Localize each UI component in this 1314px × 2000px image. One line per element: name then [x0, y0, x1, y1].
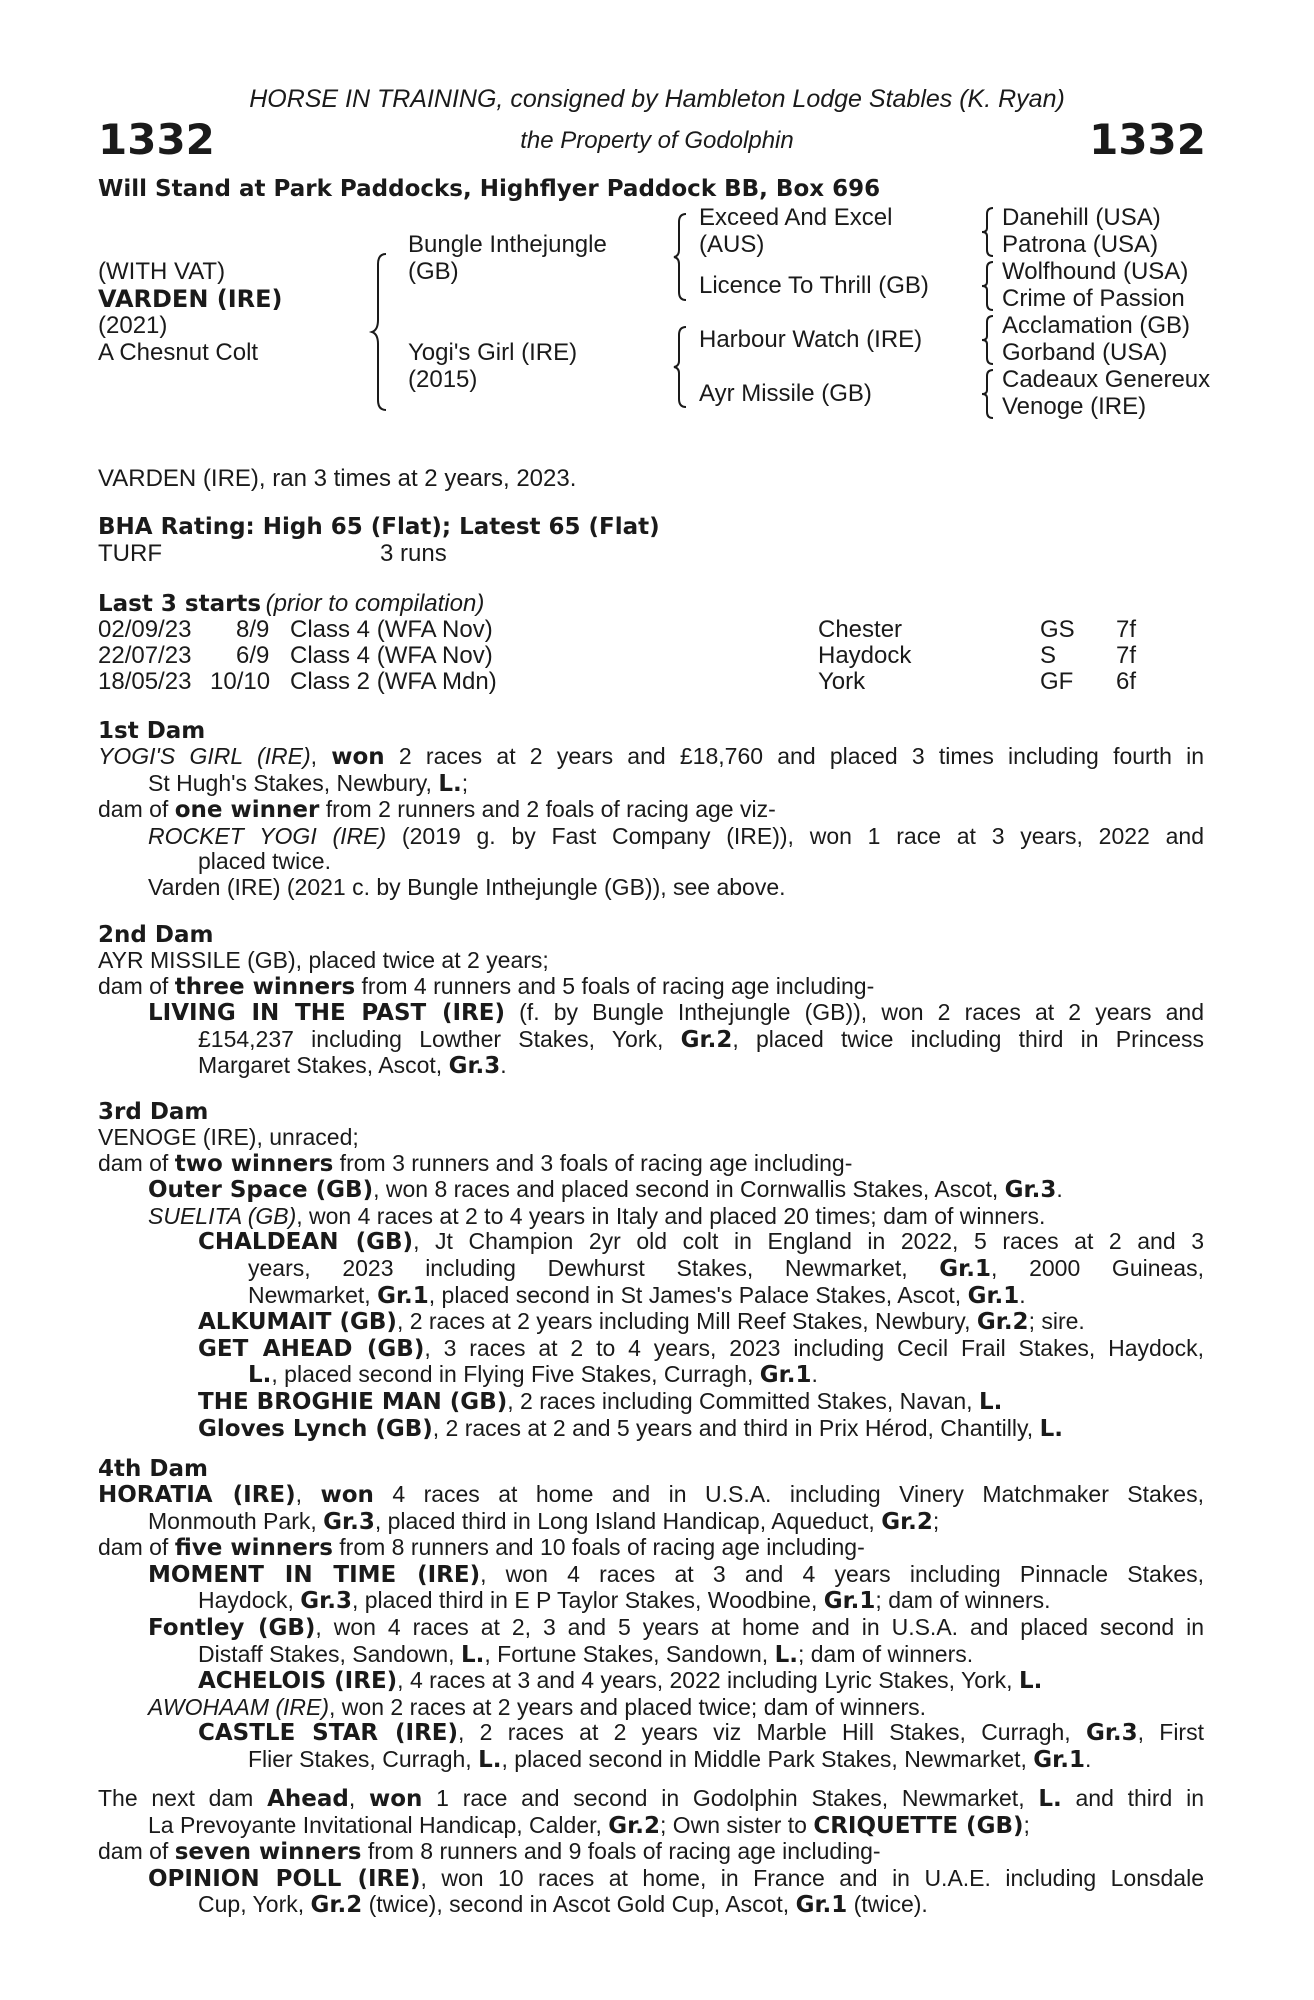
- text-run: , placed second in Middle Park Stakes, Newmarket,: [501, 1745, 1034, 1772]
- text-run: ,: [348, 1785, 369, 1811]
- text-line: [98, 1668, 1204, 1695]
- text-run: ; Own sister to: [659, 1811, 814, 1838]
- text-run: Flier Stakes, Curragh,: [248, 1745, 479, 1772]
- text-line: [98, 1283, 1204, 1310]
- text-line: [98, 1588, 1204, 1615]
- bold-text: Gr.2: [680, 1026, 733, 1053]
- next-dam-section: [98, 1786, 1204, 1919]
- bold-text: L.: [978, 1388, 1003, 1415]
- text-line: [98, 1204, 1204, 1230]
- third-dam-heading: 3rd Dam: [98, 1099, 209, 1125]
- text-run: dam of: [98, 972, 175, 999]
- text-line: [98, 1229, 1204, 1256]
- vat-note: (WITH VAT): [98, 258, 226, 285]
- start-race: Class 2 (WFA Mdn): [290, 668, 497, 695]
- g3-brace-3: [980, 314, 996, 366]
- bold-text: LIVING IN THE PAST (IRE): [148, 1000, 505, 1027]
- text-run: St Hugh's Stakes, Newbury,: [148, 769, 439, 796]
- start-distance: 7f: [1116, 642, 1137, 669]
- bold-text: THE BROGHIE MAN (GB): [198, 1388, 508, 1415]
- text-run: (twice).: [847, 1891, 928, 1918]
- text-run: , 4 races at 3 and 4 years, 2022 including Lyric Stakes, York,: [397, 1667, 1019, 1694]
- bold-text: CASTLE STAR (IRE): [198, 1720, 459, 1747]
- text-run: dam of: [98, 1534, 175, 1561]
- bold-text: three winners: [174, 973, 356, 1000]
- text-line: [98, 1053, 1204, 1080]
- second-dam-section: [98, 948, 1204, 1080]
- bold-text: L.: [1038, 1786, 1062, 1812]
- text-line: [98, 1695, 1204, 1721]
- bold-text: ACHELOIS (IRE): [198, 1668, 398, 1695]
- bold-text: L.: [1018, 1668, 1043, 1695]
- text-line: [98, 875, 1204, 901]
- text-line: [98, 1839, 1204, 1866]
- text-run: Margaret Stakes, Ascot,: [198, 1052, 449, 1079]
- text-run: from 8 runners and 10 foals of racing age including-: [332, 1534, 865, 1561]
- text-line: [98, 1892, 1204, 1919]
- text-run: Monmouth Park,: [148, 1507, 324, 1534]
- bold-text: Ahead: [267, 1786, 349, 1812]
- text-run: dam of: [98, 796, 175, 823]
- sire-origin: (GB): [408, 258, 459, 285]
- text-run: ; dam of winners.: [875, 1587, 1051, 1614]
- text-line: [98, 1535, 1204, 1562]
- bold-text: L.: [248, 1362, 272, 1389]
- last-starts-heading: Last 3 starts: [98, 591, 262, 617]
- g3-ancestor-6: Gorband (USA): [1002, 339, 1168, 366]
- lot-number-left: 1332: [98, 115, 215, 164]
- text-run: ; dam of winners.: [797, 1640, 974, 1667]
- race-summary: VARDEN (IRE), ran 3 times at 2 years, 2023.: [98, 465, 577, 492]
- text-run: , placed third in E P Taylor Stakes, Woodbine,: [351, 1587, 824, 1614]
- text-run: , won 4 races at 2, 3 and 5 years at home and in U.S.A. and placed second in: [315, 1613, 1204, 1640]
- text-run: Varden (IRE) (2021 c. by Bungle Inthejungle (GB)), see above.: [148, 873, 786, 900]
- fourth-dam-section: [98, 1482, 1204, 1774]
- g3-brace-1: [980, 206, 996, 258]
- g3-ancestor-1: Danehill (USA): [1002, 204, 1161, 231]
- rating-runs: 3 runs: [380, 540, 447, 567]
- bold-text: Fontley (GB): [148, 1614, 316, 1641]
- text-run: 1 race and second in Godolphin Stakes, Newmarket,: [422, 1785, 1039, 1811]
- text-line: [98, 1336, 1204, 1363]
- start-date: 02/09/23: [98, 616, 192, 643]
- text-run: , placed third in Long Island Handicap, Aqueduct,: [374, 1507, 882, 1534]
- bold-text: GET AHEAD (GB): [198, 1335, 425, 1362]
- bold-text: Gr.3: [1085, 1720, 1138, 1747]
- text-line: [98, 1125, 1204, 1151]
- text-run: .: [811, 1361, 818, 1388]
- sire-dam-name: Licence To Thrill (GB): [699, 272, 929, 299]
- text-line: [98, 948, 1204, 974]
- text-run: , won 4 races at 2 to 4 years in Italy and placed 20 times; dam of winners.: [296, 1202, 1046, 1229]
- second-dam-heading: 2nd Dam: [98, 922, 214, 948]
- start-race: Class 4 (WFA Nov): [290, 642, 493, 669]
- bha-rating: BHA Rating: High 65 (Flat); Latest 65 (Flat): [98, 514, 660, 540]
- text-run: from 3 runners and 3 foals of racing age including-: [333, 1149, 853, 1176]
- bold-text: Gr.2: [881, 1508, 933, 1535]
- text-run: (f. by Bungle Inthejungle (GB)), won 2 races at 2 years and: [505, 999, 1204, 1026]
- text-run: , placed second in St James's Palace Stakes, Ascot,: [428, 1281, 968, 1308]
- g3-ancestor-8: Venoge (IRE): [1002, 393, 1147, 420]
- text-run: , 2 races including Committed Stakes, Navan,: [507, 1387, 979, 1414]
- fourth-dam-heading: 4th Dam: [98, 1456, 208, 1482]
- start-course: Chester: [818, 616, 903, 643]
- bold-text: CHALDEAN (GB): [198, 1229, 414, 1256]
- text-line: [98, 1720, 1204, 1747]
- text-run: , won 8 races and placed second in Cornwallis Stakes, Ascot,: [373, 1176, 1005, 1203]
- text-run: from 4 runners and 5 foals of racing age including-: [355, 972, 875, 999]
- start-going: GS: [1040, 616, 1075, 643]
- bold-text: MOMENT IN TIME (IRE): [148, 1561, 481, 1588]
- bold-text: Gr.2: [608, 1812, 660, 1839]
- text-run: dam of: [98, 1838, 175, 1865]
- first-dam-heading: 1st Dam: [98, 718, 206, 744]
- sire-name: Bungle Inthejungle: [408, 231, 607, 258]
- text-line: [98, 1389, 1204, 1416]
- text-run: Haydock,: [198, 1587, 301, 1614]
- start-position: 8/9: [236, 616, 270, 643]
- bold-text: five winners: [174, 1535, 333, 1562]
- start-course: York: [818, 668, 866, 695]
- consignor-line: HORSE IN TRAINING, consigned by Hambleton Lodge Stables (K. Ryan): [249, 85, 1065, 113]
- g3-brace-4: [980, 368, 996, 420]
- sire-sire-name: Exceed And Excel: [699, 204, 893, 231]
- text-run: , won 10 races at home, in France and in U.A.E. including Lonsdale: [420, 1864, 1204, 1891]
- text-line: [98, 1509, 1204, 1536]
- text-run: .: [500, 1052, 507, 1079]
- text-line: [98, 1256, 1204, 1283]
- bold-text: Gr.1: [939, 1255, 991, 1282]
- italic-text: AWOHAAM (IRE): [148, 1693, 330, 1720]
- bold-text: L.: [774, 1641, 798, 1668]
- dam-year: (2015): [408, 366, 478, 393]
- main-brace: [370, 252, 392, 412]
- last-starts-header: [98, 591, 484, 617]
- text-run: ;: [461, 769, 469, 796]
- bold-text: Gr.2: [310, 1892, 363, 1919]
- text-run: La Prevoyante Invitational Handicap, Calder,: [148, 1811, 609, 1838]
- text-run: dam of: [98, 1149, 175, 1176]
- text-run: ; sire.: [1028, 1308, 1085, 1335]
- start-race: Class 4 (WFA Nov): [290, 616, 493, 643]
- bold-text: Gr.3: [448, 1053, 501, 1080]
- text-run: years, 2023 including Dewhurst Stakes, Newmarket,: [248, 1254, 940, 1281]
- text-line: [98, 1813, 1204, 1840]
- text-run: ,: [295, 1481, 321, 1507]
- third-dam-section: [98, 1125, 1204, 1442]
- text-line: [98, 1482, 1204, 1509]
- text-run: , First: [1137, 1719, 1204, 1746]
- text-run: The next dam: [98, 1785, 268, 1811]
- bold-text: HORATIA (IRE): [98, 1482, 296, 1508]
- horse-year: (2021): [98, 312, 168, 339]
- start-course: Haydock: [818, 642, 912, 669]
- dam-brace: [672, 325, 690, 409]
- text-run: ;: [932, 1507, 940, 1534]
- stand-line: Will Stand at Park Paddocks, Highflyer Paddock BB, Box 696: [98, 176, 881, 202]
- text-run: Cup, York,: [198, 1891, 311, 1918]
- text-run: AYR MISSILE (GB), placed twice at 2 years;: [98, 947, 549, 973]
- g3-ancestor-4: Crime of Passion: [1002, 285, 1185, 312]
- text-line: [98, 824, 1204, 850]
- g3-ancestor-2: Patrona (USA): [1002, 231, 1159, 258]
- text-line: [98, 1562, 1204, 1589]
- text-line: [98, 1786, 1204, 1813]
- bold-text: won: [368, 1786, 423, 1812]
- bold-text: OPINION POLL (IRE): [148, 1865, 421, 1892]
- bold-text: Gr.3: [1004, 1177, 1057, 1204]
- text-line: [98, 849, 1204, 875]
- text-run: ,: [310, 743, 332, 769]
- g3-ancestor-5: Acclamation (GB): [1002, 312, 1191, 339]
- text-run: .: [1019, 1281, 1026, 1308]
- dam-sire-name: Harbour Watch (IRE): [699, 326, 923, 353]
- text-run: placed twice.: [198, 848, 331, 875]
- text-run: from 8 runners and 9 foals of racing age including-: [361, 1838, 881, 1865]
- bold-text: Gr.1: [377, 1282, 429, 1309]
- text-run: and third in: [1061, 1785, 1204, 1811]
- horse-name: VARDEN (IRE): [98, 285, 283, 313]
- bold-text: ALKUMAIT (GB): [198, 1309, 397, 1336]
- lot-number-right: 1332: [1089, 115, 1206, 164]
- text-line: [98, 1615, 1204, 1642]
- text-run: , 2000 Guineas,: [990, 1254, 1204, 1281]
- text-run: VENOGE (IRE), unraced;: [98, 1124, 359, 1150]
- g3-ancestor-7: Cadeaux Genereux: [1002, 366, 1211, 393]
- property-line: the Property of Godolphin: [520, 127, 794, 154]
- text-run: , won 2 races at 2 years and placed twice; dam of winners.: [329, 1693, 927, 1720]
- start-going: S: [1040, 642, 1057, 669]
- bold-text: L.: [1039, 1415, 1063, 1442]
- text-line: [98, 1747, 1204, 1774]
- text-line: [98, 744, 1204, 771]
- sire-brace: [672, 212, 690, 302]
- text-run: (2019 g. by Fast Company (IRE)), won 1 race at 3 years, 2022 and: [386, 822, 1204, 849]
- bold-text: seven winners: [174, 1839, 362, 1866]
- italic-text: YOGI'S GIRL (IRE): [98, 743, 311, 769]
- text-line: [98, 1362, 1204, 1389]
- bold-text: Gr.3: [323, 1508, 375, 1535]
- bold-text: one winner: [174, 797, 320, 824]
- bold-text: won: [320, 1482, 374, 1508]
- text-line: [98, 974, 1204, 1001]
- text-run: , Jt Champion 2yr old colt in England in 2022, 5 races at 2 and 3: [413, 1228, 1204, 1255]
- italic-text: SUELITA (GB): [148, 1202, 297, 1229]
- text-run: 2 races at 2 years and £18,760 and placed 3 times including fourth in: [384, 743, 1205, 769]
- text-line: [98, 1309, 1204, 1336]
- bold-text: L.: [478, 1746, 502, 1773]
- bold-text: CRIQUETTE (GB): [813, 1812, 1024, 1839]
- text-line: [98, 771, 1204, 798]
- bold-text: Outer Space (GB): [148, 1177, 374, 1204]
- text-line: [98, 1177, 1204, 1204]
- text-run: , 2 races at 2 years including Mill Reef Stakes, Newbury,: [396, 1308, 977, 1335]
- bold-text: Gr.1: [967, 1282, 1020, 1309]
- bold-text: Gr.3: [300, 1588, 352, 1615]
- text-run: ;: [1023, 1811, 1030, 1838]
- dam-dam-name: Ayr Missile (GB): [699, 380, 872, 407]
- first-dam-section: [98, 744, 1204, 901]
- text-run: , 3 races at 2 to 4 years, 2023 including Cecil Frail Stakes, Haydock,: [424, 1334, 1204, 1361]
- start-date: 22/07/23: [98, 642, 192, 669]
- g3-ancestor-3: Wolfhound (USA): [1002, 258, 1189, 285]
- last-starts-note: (prior to compilation): [265, 590, 485, 617]
- bold-text: Gloves Lynch (GB): [198, 1415, 433, 1442]
- bold-text: Gr.1: [795, 1892, 848, 1919]
- text-run: Distaff Stakes, Sandown,: [198, 1640, 461, 1667]
- italic-text: ROCKET YOGI (IRE): [148, 822, 387, 849]
- text-line: [98, 1027, 1204, 1054]
- text-run: .: [1084, 1745, 1092, 1772]
- text-line: [98, 1642, 1204, 1669]
- rating-surface: TURF: [98, 540, 162, 567]
- bold-text: won: [331, 744, 385, 770]
- text-line: [98, 1151, 1204, 1178]
- text-run: , 2 races at 2 and 5 years and third in Prix Hérod, Chantilly,: [432, 1414, 1040, 1441]
- sire-sire-origin: (AUS): [699, 231, 765, 258]
- start-distance: 6f: [1116, 668, 1137, 695]
- text-run: £154,237 including Lowther Stakes, York,: [198, 1025, 681, 1052]
- text-run: , Fortune Stakes, Sandown,: [484, 1640, 775, 1667]
- start-distance: 7f: [1116, 616, 1137, 643]
- bold-text: Gr.1: [759, 1362, 812, 1389]
- start-position: 10/10: [210, 668, 271, 695]
- bold-text: two winners: [174, 1150, 334, 1177]
- g3-brace-2: [980, 260, 996, 312]
- text-run: , placed twice including third in Princess: [732, 1025, 1204, 1052]
- text-run: Newmarket,: [248, 1281, 378, 1308]
- bold-text: Gr.1: [823, 1588, 876, 1615]
- horse-description: A Chesnut Colt: [98, 339, 259, 366]
- start-going: GF: [1040, 668, 1074, 695]
- bold-text: L.: [460, 1641, 485, 1668]
- start-date: 18/05/23: [98, 668, 192, 695]
- text-run: .: [1056, 1176, 1063, 1203]
- text-run: 4 races at home and in U.S.A. including Vinery Matchmaker Stakes,: [373, 1481, 1204, 1507]
- bold-text: L.: [438, 770, 462, 797]
- bold-text: Gr.2: [976, 1309, 1029, 1336]
- text-run: , won 4 races at 3 and 4 years including Pinnacle Stakes,: [480, 1560, 1205, 1587]
- text-line: [98, 1866, 1204, 1893]
- dam-name: Yogi's Girl (IRE): [408, 339, 578, 366]
- text-run: , 2 races at 2 years viz Marble Hill Stakes, Curragh,: [458, 1719, 1086, 1746]
- text-run: , placed second in Flying Five Stakes, Curragh,: [271, 1361, 760, 1388]
- start-position: 6/9: [236, 642, 270, 669]
- bold-text: Gr.1: [1033, 1746, 1085, 1773]
- text-line: [98, 1000, 1204, 1027]
- text-line: [98, 797, 1204, 824]
- text-run: (twice), second in Ascot Gold Cup, Ascot,: [362, 1891, 796, 1918]
- text-line: [98, 1416, 1204, 1443]
- text-run: from 2 runners and 2 foals of racing age viz-: [319, 796, 776, 823]
